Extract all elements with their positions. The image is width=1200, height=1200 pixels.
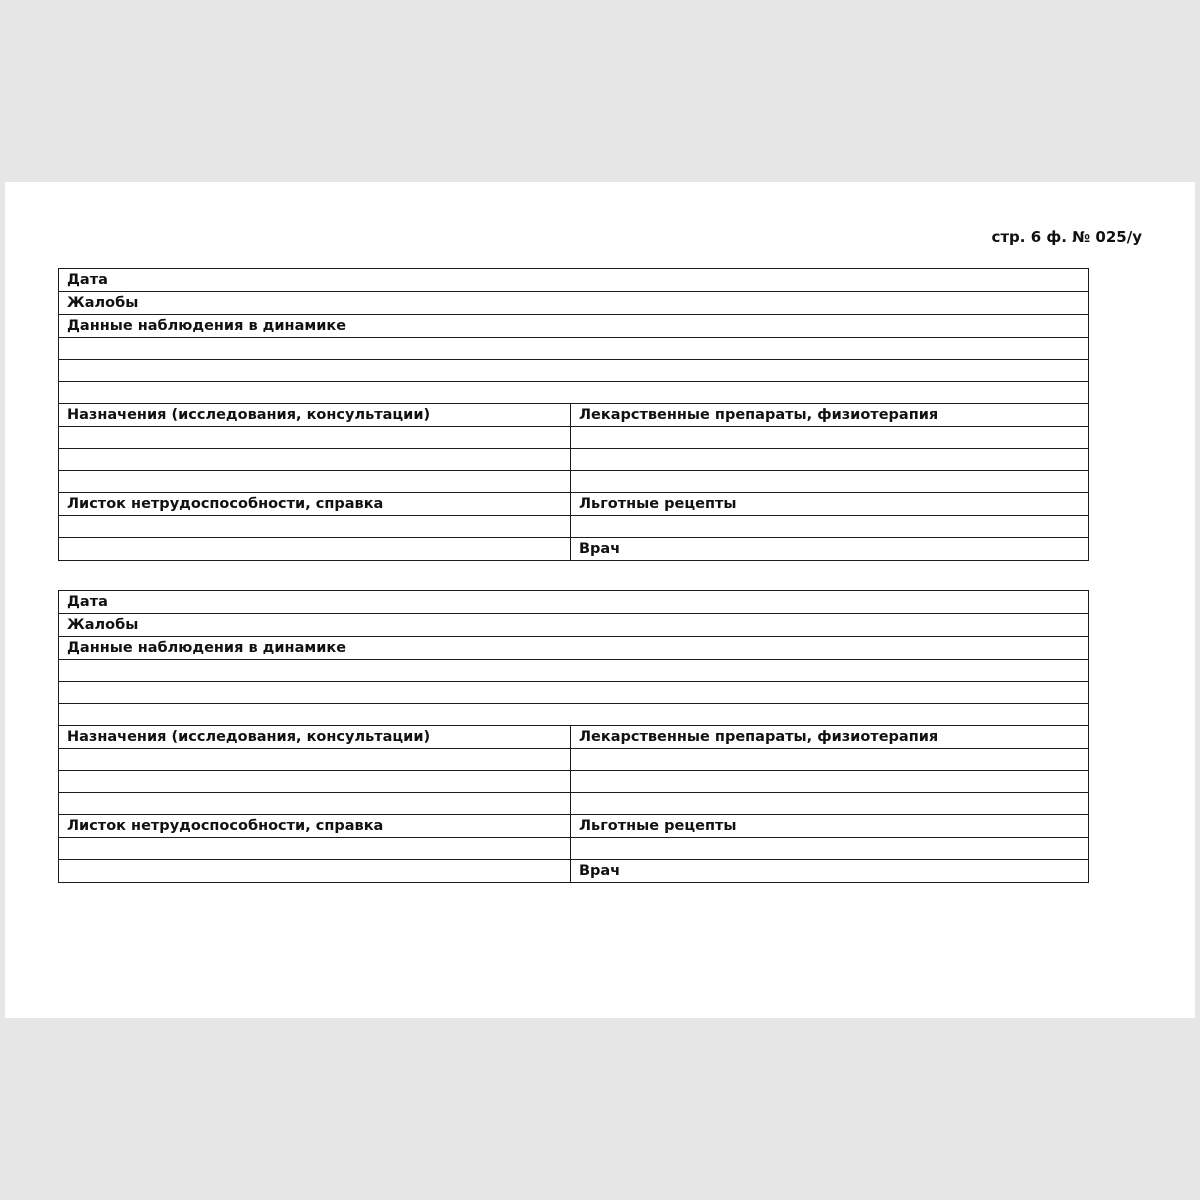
page-reference: стр. 6 ф. № 025/у: [991, 228, 1142, 246]
blank-cell[interactable]: [571, 471, 1089, 493]
appointments-label: Назначения (исследования, консультации): [59, 726, 571, 749]
blank-cell[interactable]: [59, 427, 571, 449]
blank-cell[interactable]: [571, 516, 1089, 538]
prescriptions-label: Льготные рецепты: [571, 493, 1089, 516]
date-label[interactable]: Дата: [59, 591, 1089, 614]
blank-row: [59, 360, 1089, 382]
sick-leave-label: Листок нетрудоспособности, справка: [59, 815, 571, 838]
blank-cell[interactable]: [59, 860, 571, 883]
dynamics-label[interactable]: Данные наблюдения в динамике: [59, 637, 1089, 660]
sick-leave-header-row: [59, 493, 1089, 516]
doctor-row: [59, 538, 1089, 561]
sick-leave-label: Листок нетрудоспособности, справка: [59, 493, 571, 516]
blank-row: [59, 682, 1089, 704]
blank-row: [59, 660, 1089, 682]
blank-row: [59, 838, 1089, 860]
blank-row: [59, 516, 1089, 538]
blank-cell[interactable]: [571, 793, 1089, 815]
doctor-row: [59, 860, 1089, 883]
blank-row: [59, 704, 1089, 726]
doctor-label[interactable]: Врач: [571, 860, 1089, 883]
blank-row: [59, 382, 1089, 404]
blank-line[interactable]: [59, 660, 1089, 682]
dynamics-row: [59, 637, 1089, 660]
appointments-label: Назначения (исследования, консультации): [59, 404, 571, 427]
blank-row: [59, 449, 1089, 471]
blank-cell[interactable]: [59, 516, 571, 538]
blank-cell[interactable]: [571, 449, 1089, 471]
complaints-label[interactable]: Жалобы: [59, 614, 1089, 637]
blank-cell[interactable]: [59, 449, 571, 471]
date-row: [59, 591, 1089, 614]
dynamics-row: [59, 315, 1089, 338]
blank-line[interactable]: [59, 682, 1089, 704]
prescriptions-label: Льготные рецепты: [571, 815, 1089, 838]
blank-row: [59, 471, 1089, 493]
dynamics-label[interactable]: Данные наблюдения в динамике: [59, 315, 1089, 338]
blank-cell[interactable]: [59, 749, 571, 771]
date-row: [59, 269, 1089, 292]
appointments-header-row: [59, 404, 1089, 427]
blank-cell[interactable]: [571, 771, 1089, 793]
blank-row: [59, 427, 1089, 449]
doctor-label[interactable]: Врач: [571, 538, 1089, 561]
visit-record-form: [58, 590, 1089, 883]
blank-cell[interactable]: [571, 427, 1089, 449]
visit-record-form: [58, 268, 1089, 561]
medications-label: Лекарственные препараты, физиотерапия: [571, 404, 1089, 427]
blank-line[interactable]: [59, 382, 1089, 404]
blank-row: [59, 749, 1089, 771]
medications-label: Лекарственные препараты, физиотерапия: [571, 726, 1089, 749]
appointments-header-row: [59, 726, 1089, 749]
complaints-label[interactable]: Жалобы: [59, 292, 1089, 315]
date-label[interactable]: Дата: [59, 269, 1089, 292]
complaints-row: [59, 614, 1089, 637]
complaints-row: [59, 292, 1089, 315]
blank-row: [59, 793, 1089, 815]
blank-cell[interactable]: [59, 771, 571, 793]
blank-cell[interactable]: [59, 538, 571, 561]
blank-cell[interactable]: [571, 749, 1089, 771]
blank-line[interactable]: [59, 360, 1089, 382]
blank-cell[interactable]: [59, 838, 571, 860]
blank-line[interactable]: [59, 338, 1089, 360]
sick-leave-header-row: [59, 815, 1089, 838]
blank-row: [59, 338, 1089, 360]
blank-line[interactable]: [59, 704, 1089, 726]
blank-cell[interactable]: [59, 471, 571, 493]
blank-cell[interactable]: [571, 838, 1089, 860]
blank-row: [59, 771, 1089, 793]
blank-cell[interactable]: [59, 793, 571, 815]
